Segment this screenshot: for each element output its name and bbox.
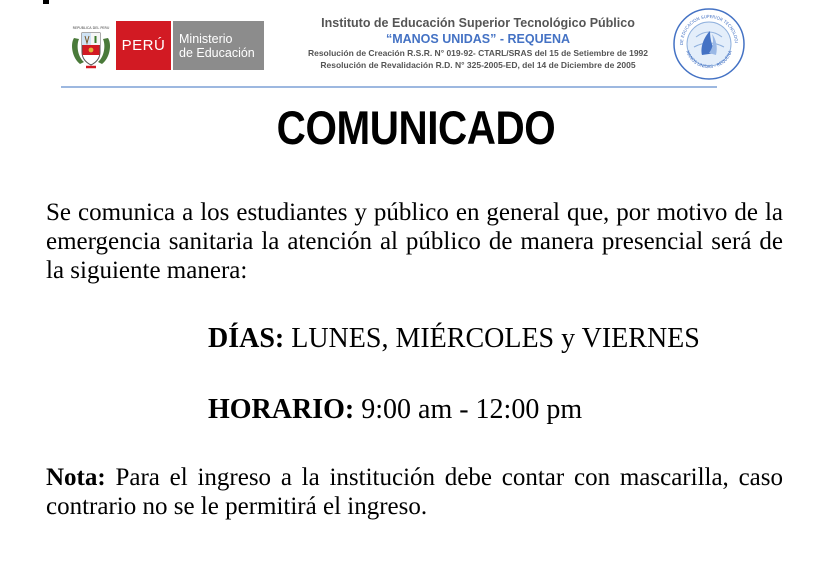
schedule-hours xyxy=(208,394,582,426)
days-value: LUNES, MIÉRCOLES y VIERNES xyxy=(284,323,700,354)
header-divider xyxy=(61,86,717,88)
peru-ministry-logo xyxy=(116,21,264,70)
peru-logo-grey-block xyxy=(173,21,264,70)
days-label: DÍAS: xyxy=(208,323,285,354)
svg-text:INSTITUTO DE EDUCACION SUPERIO: DE EDUCACION SUPERIOR TECNOLOGI xyxy=(678,13,739,46)
svg-text:REPUBLICA DEL PERU: REPUBLICA DEL PERU xyxy=(72,26,110,30)
peru-logo-country: PERÚ xyxy=(121,37,166,54)
institution-header xyxy=(282,15,674,71)
schedule-days xyxy=(208,323,700,355)
note-paragraph xyxy=(46,463,783,521)
note-text: Para el ingreso a la institución debe contar con mascarilla, caso contrario no se le permitirá el ingreso. xyxy=(46,464,783,520)
ministry-line-1: Ministerio xyxy=(179,31,233,46)
institution-brand: “MANOS UNIDAS” - REQUENA xyxy=(385,32,571,46)
peru-logo-red-block xyxy=(116,21,171,70)
svg-text:MANOS UNIDAS - REQUENA: MANOS UNIDAS - REQUENA xyxy=(684,50,734,71)
document-title: COMUNICADO xyxy=(276,101,556,154)
note-label: Nota: xyxy=(46,464,106,491)
hours-label: HORARIO: xyxy=(208,394,355,425)
resolution-creation: Resolución de Creación R.S.R. N° 019-92- CTARL/SRAS del 15 de Setiembre de 1992 xyxy=(307,48,649,58)
hours-value: 9:00 am - 12:00 pm xyxy=(354,394,583,425)
intro-paragraph: Se comunica a los estudiantes y público en general que, por motivo de la emergencia sanitaria la atención al público de manera presencial será de la siguiente manera: xyxy=(46,199,783,284)
institution-seal-icon xyxy=(672,7,746,81)
coat-of-arms-icon xyxy=(70,24,112,70)
page-corner-mark xyxy=(43,0,49,4)
ministry-line-2: de Educación xyxy=(179,45,255,60)
resolution-revalidation: Resolución de Revalidación R.D. N° 325-2005-ED, del 14 de Diciembre de 2005 xyxy=(320,60,636,70)
institution-name: Instituto de Educación Superior Tecnológico Público xyxy=(321,16,635,30)
